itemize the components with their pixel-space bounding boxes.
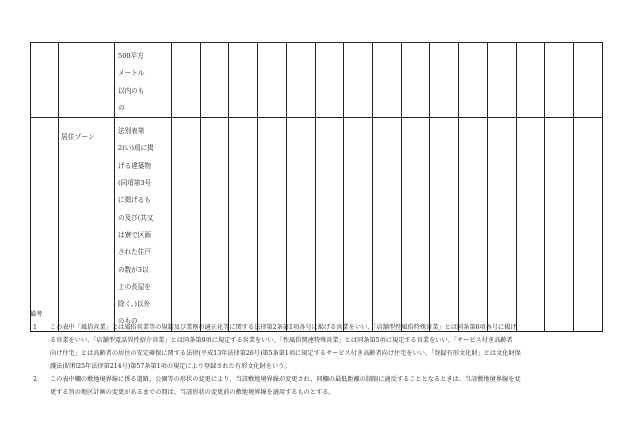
remark-line: 護法(昭和25年法律第214号)第57条第1項の規定により登録された有形文化財をいう。 (50, 363, 291, 370)
cell-text-line: 以内のも (118, 86, 145, 95)
table-row (31, 118, 603, 332)
cell-text-line: 法別表第 (118, 127, 145, 136)
table-cell (315, 43, 344, 118)
table-cell (258, 43, 287, 118)
remarks-title: 備考 (30, 311, 43, 318)
table-cell (430, 118, 459, 332)
regulation-table (30, 42, 603, 332)
cell-text-line: の及び(共又 (118, 213, 154, 222)
zone-label-cell: 居住ゾーン (59, 118, 115, 332)
remark-line: 更する旨の地区計画の変更があるまでの間は、当該形状の変更前の敷地境界線を適用するものとする。 (50, 389, 335, 396)
table-cell (459, 43, 488, 118)
table-cell (344, 43, 373, 118)
cell-text-line: の数が3以 (118, 265, 149, 274)
table-cell (373, 118, 402, 332)
table-cell (545, 43, 574, 118)
table-cell (31, 118, 59, 332)
cell-text-line: メートル (118, 69, 145, 78)
table-cell (487, 43, 516, 118)
cell-text-line: (同項第3号 (118, 179, 152, 188)
table-cell (315, 118, 344, 332)
table-cell (258, 118, 287, 332)
table-cell (487, 118, 516, 332)
table-cell (516, 43, 545, 118)
table-row (31, 43, 603, 118)
table-cell (401, 118, 430, 332)
table-cell (545, 118, 574, 332)
remark-item (26, 321, 610, 373)
cell-text-line: の (118, 103, 125, 112)
remark-number: 1 (33, 324, 37, 331)
floor-area-cell (115, 43, 172, 118)
remark-line: る営業をいい、「店舗型電話異性紹介営業」とは同条第9項に規定する営業をいい、「性風俗関連特殊営業」とは同条第5項に規定する営業をいい、「サービス付き高齢者 (50, 337, 513, 344)
table-cell (286, 43, 315, 118)
table-cell (59, 43, 115, 118)
table-cell (200, 118, 229, 332)
remark-line: 向け住宅」とは高齢者の居住の安定確保に関する法律(平成13年法律第26号)第5条第1項に規定するサービス付き高齢者向け住宅をいい、「登録有形文化財」とは文化財保 (50, 350, 521, 357)
table-cell (516, 118, 545, 332)
table-cell (373, 43, 402, 118)
remark-line: この表中欄の敷地境界線に係る道路、公園等の形状の変更により、当該敷地境界線が変更され、同欄の最低距離の制限に適反することとなるときは、当該敷地境界線を変 (50, 376, 521, 383)
table-cell (31, 43, 59, 118)
cell-text-line: 除く。)以外 (118, 300, 151, 309)
cell-text-line: 2(い)項に掲 (118, 144, 154, 153)
table-cell (574, 118, 603, 332)
cell-text-line: 上の長屋を (118, 282, 151, 291)
cell-text-line: に掲げるも (118, 196, 151, 205)
remarks-section (26, 309, 610, 399)
table-cell (229, 118, 258, 332)
table-cell (229, 43, 258, 118)
table-cell (459, 118, 488, 332)
remark-number: 2 (33, 376, 37, 383)
cell-text-line: は寮で区画 (118, 230, 151, 239)
cell-text-line: された住戸 (118, 248, 151, 257)
cell-text-line: のもの (118, 317, 138, 326)
table-cell (172, 43, 201, 118)
table-cell (574, 43, 603, 118)
table-cell (200, 43, 229, 118)
table-cell (172, 118, 201, 332)
remark-item (26, 373, 610, 399)
building-use-cell (115, 118, 172, 332)
table-cell (430, 43, 459, 118)
cell-text-line: 500平方 (118, 52, 144, 60)
table-cell (286, 118, 315, 332)
remark-line: この表中「風俗営業」とは風俗営業等の規制及び業務の適正化等に関する法律第2条第1項各号に掲げる営業をいい、「店舗型性風俗特殊営業」とは同条第6項各号に掲げ (50, 324, 517, 331)
table-cell (401, 43, 430, 118)
table-cell (344, 118, 373, 332)
cell-text-line: げる建築物 (118, 161, 151, 170)
